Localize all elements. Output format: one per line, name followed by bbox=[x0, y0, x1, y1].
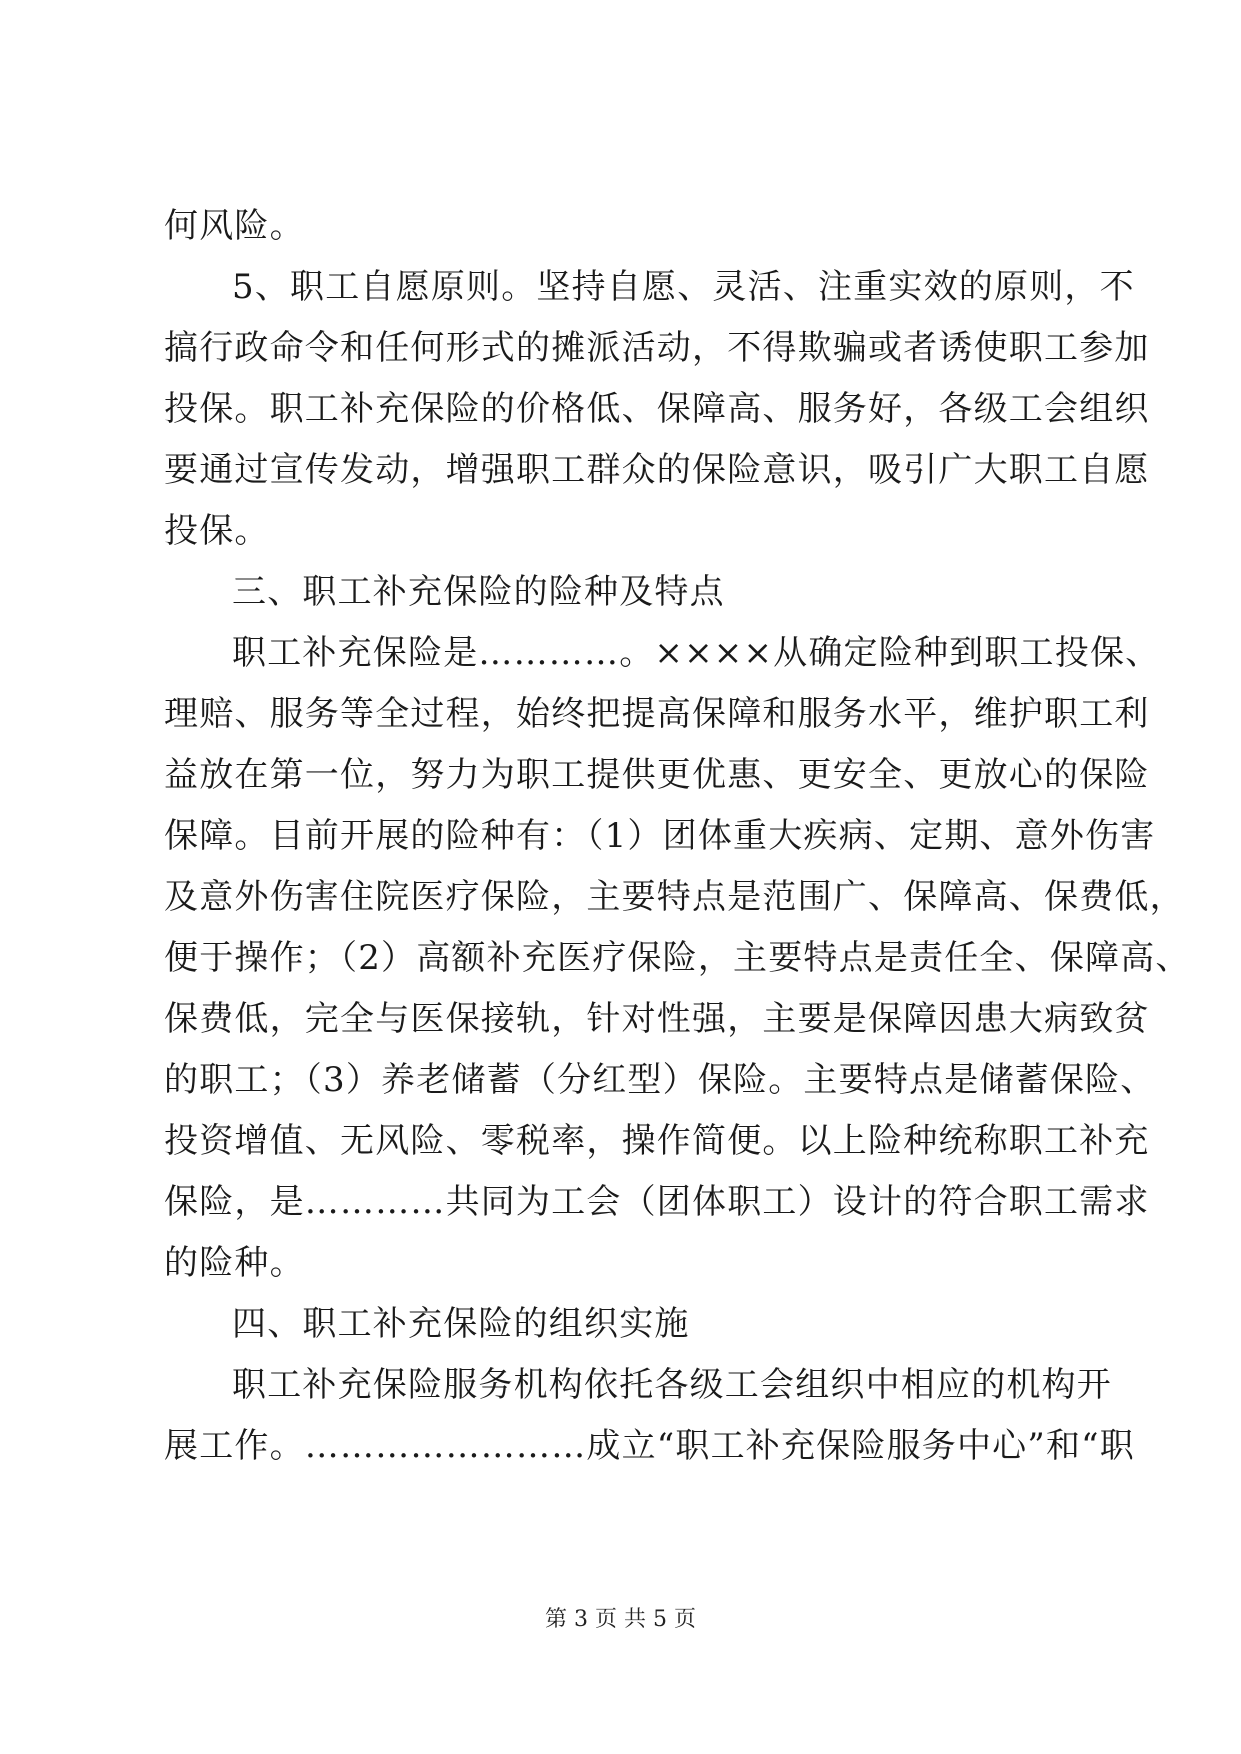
body-line: 投保。职工补充保险的价格低、保障高、服务好，各级工会组织 bbox=[164, 389, 1150, 429]
body-line: 保险，是…………共同为工会（团体职工）设计的符合职工需求 bbox=[164, 1182, 1150, 1222]
body-line: 的险种。 bbox=[164, 1243, 305, 1283]
section-heading: 四、职工补充保险的组织实施 bbox=[232, 1304, 690, 1344]
body-line: 保障。目前开展的险种有：（1）团体重大疾病、定期、意外伤害 bbox=[164, 816, 1156, 856]
body-line: 展工作。……………………成立“职工补充保险服务中心”和“职 bbox=[164, 1426, 1135, 1466]
body-line: 益放在第一位，努力为职工提供更优惠、更安全、更放心的保险 bbox=[164, 755, 1150, 795]
page-number-footer: 第 3 页 共 5 页 bbox=[545, 1607, 696, 1632]
body-line: 职工补充保险服务机构依托各级工会组织中相应的机构开 bbox=[232, 1365, 1112, 1405]
section-heading: 三、职工补充保险的险种及特点 bbox=[232, 572, 725, 612]
body-line: 便于操作；（2）高额补充医疗保险，主要特点是责任全、保障高、 bbox=[164, 938, 1191, 978]
body-line: 理赔、服务等全过程，始终把提高保障和服务水平，维护职工利 bbox=[164, 694, 1150, 734]
body-line: 职工补充保险是…………。××××从确定险种到职工投保、 bbox=[232, 633, 1161, 673]
body-line: 5、职工自愿原则。坚持自愿、灵活、注重实效的原则，不 bbox=[232, 267, 1135, 307]
body-line: 搞行政命令和任何形式的摊派活动，不得欺骗或者诱使职工参加 bbox=[164, 328, 1150, 368]
body-line: 投资增值、无风险、零税率，操作简便。以上险种统称职工补充 bbox=[164, 1121, 1150, 1161]
body-line: 保费低，完全与医保接轨，针对性强，主要是保障因患大病致贫 bbox=[164, 999, 1150, 1039]
body-line: 何风险。 bbox=[164, 206, 305, 246]
body-line: 的职工；（3）养老储蓄（分红型）保险。主要特点是储蓄保险、 bbox=[164, 1060, 1156, 1100]
body-line: 投保。 bbox=[164, 511, 270, 551]
body-line: 及意外伤害住院医疗保险，主要特点是范围广、保障高、保费低， bbox=[164, 877, 1185, 917]
body-line: 要通过宣传发动，增强职工群众的保险意识，吸引广大职工自愿 bbox=[164, 450, 1150, 490]
